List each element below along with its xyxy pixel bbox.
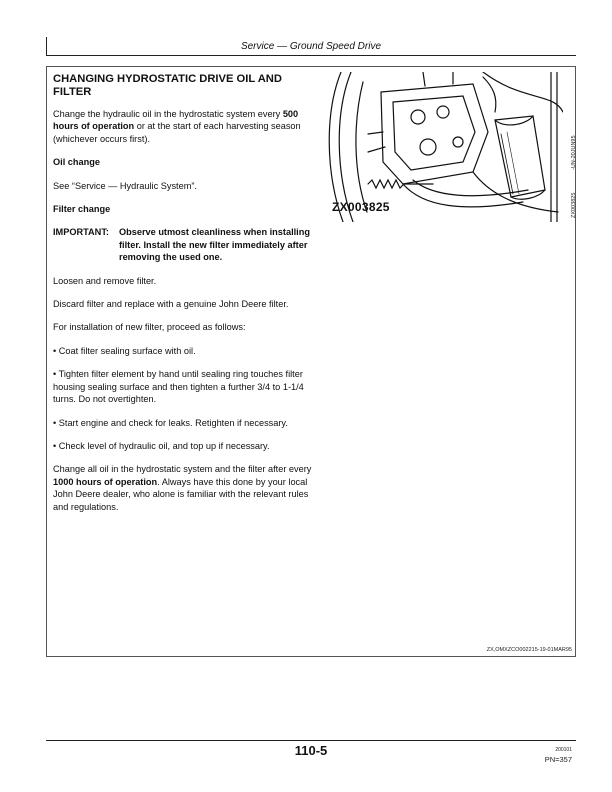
footer-divider — [46, 740, 576, 741]
bullet-check-level: • Check level of hydraulic oil, and top up if necessary. — [53, 440, 270, 451]
intro-paragraph — [53, 108, 318, 145]
intro-hours: 500 hours of operation — [53, 109, 299, 132]
oil-change-heading: Oil change — [53, 157, 100, 168]
header-divider — [46, 55, 576, 56]
bullet-tighten: • Tighten filter element by hand until sealing ring touches filter housing sealing surface and then tighten a further 3/4 to 1-1/4 turns. Do not overtighten. — [53, 369, 304, 405]
important-text: Observe utmost cleanliness when installing filter. Install the new filter immediately after removing the used one. — [119, 227, 310, 263]
loosen-paragraph: Loosen and remove filter. — [53, 275, 157, 286]
footer-date-code: 200101 — [555, 747, 572, 753]
figure-id-code: ZX003825 — [571, 192, 577, 218]
final-hours: 1000 hours of operation — [53, 476, 158, 487]
final-text-1: Change all oil in the hydrostatic system and the filter after every — [53, 464, 312, 475]
intro-text-2: or at the start of each harvesting season (whichever occurs first). — [53, 121, 301, 144]
bullet-start-engine: • Start engine and check for leaks. Retighten if necessary. — [53, 417, 288, 428]
final-paragraph — [53, 463, 318, 513]
figure-date-code: -UN-20JUN95 — [571, 135, 577, 170]
important-label: IMPORTANT: — [53, 227, 109, 238]
filter-change-heading: Filter change — [53, 204, 111, 215]
figure-label: ZX003825 — [332, 200, 390, 214]
final-text-2: . Always have this done by your local John Deere dealer, who alone is familiar with the relevant rules and regulations. — [53, 476, 309, 512]
oil-change-text: See “Service — Hydraulic System”. — [53, 180, 197, 191]
document-reference: ZX,OMXZCO002215-19-01MAR95 — [486, 647, 572, 653]
page-number: 110-5 — [294, 743, 328, 758]
section-title: CHANGING HYDROSTATIC DRIVE OIL AND FILTER — [53, 73, 282, 98]
footer-pn: PN=357 — [544, 755, 572, 764]
bullet-coat: • Coat filter sealing surface with oil. — [53, 345, 196, 356]
install-paragraph: For installation of new filter, proceed as follows: — [53, 322, 246, 333]
discard-paragraph: Discard filter and replace with a genuine John Deere filter. — [53, 299, 289, 310]
section-body — [53, 73, 318, 524]
important-note — [53, 226, 318, 263]
page-header-title: Service — Ground Speed Drive — [240, 41, 382, 52]
intro-text-1: Change the hydraulic oil in the hydrostatic system every — [53, 109, 283, 119]
